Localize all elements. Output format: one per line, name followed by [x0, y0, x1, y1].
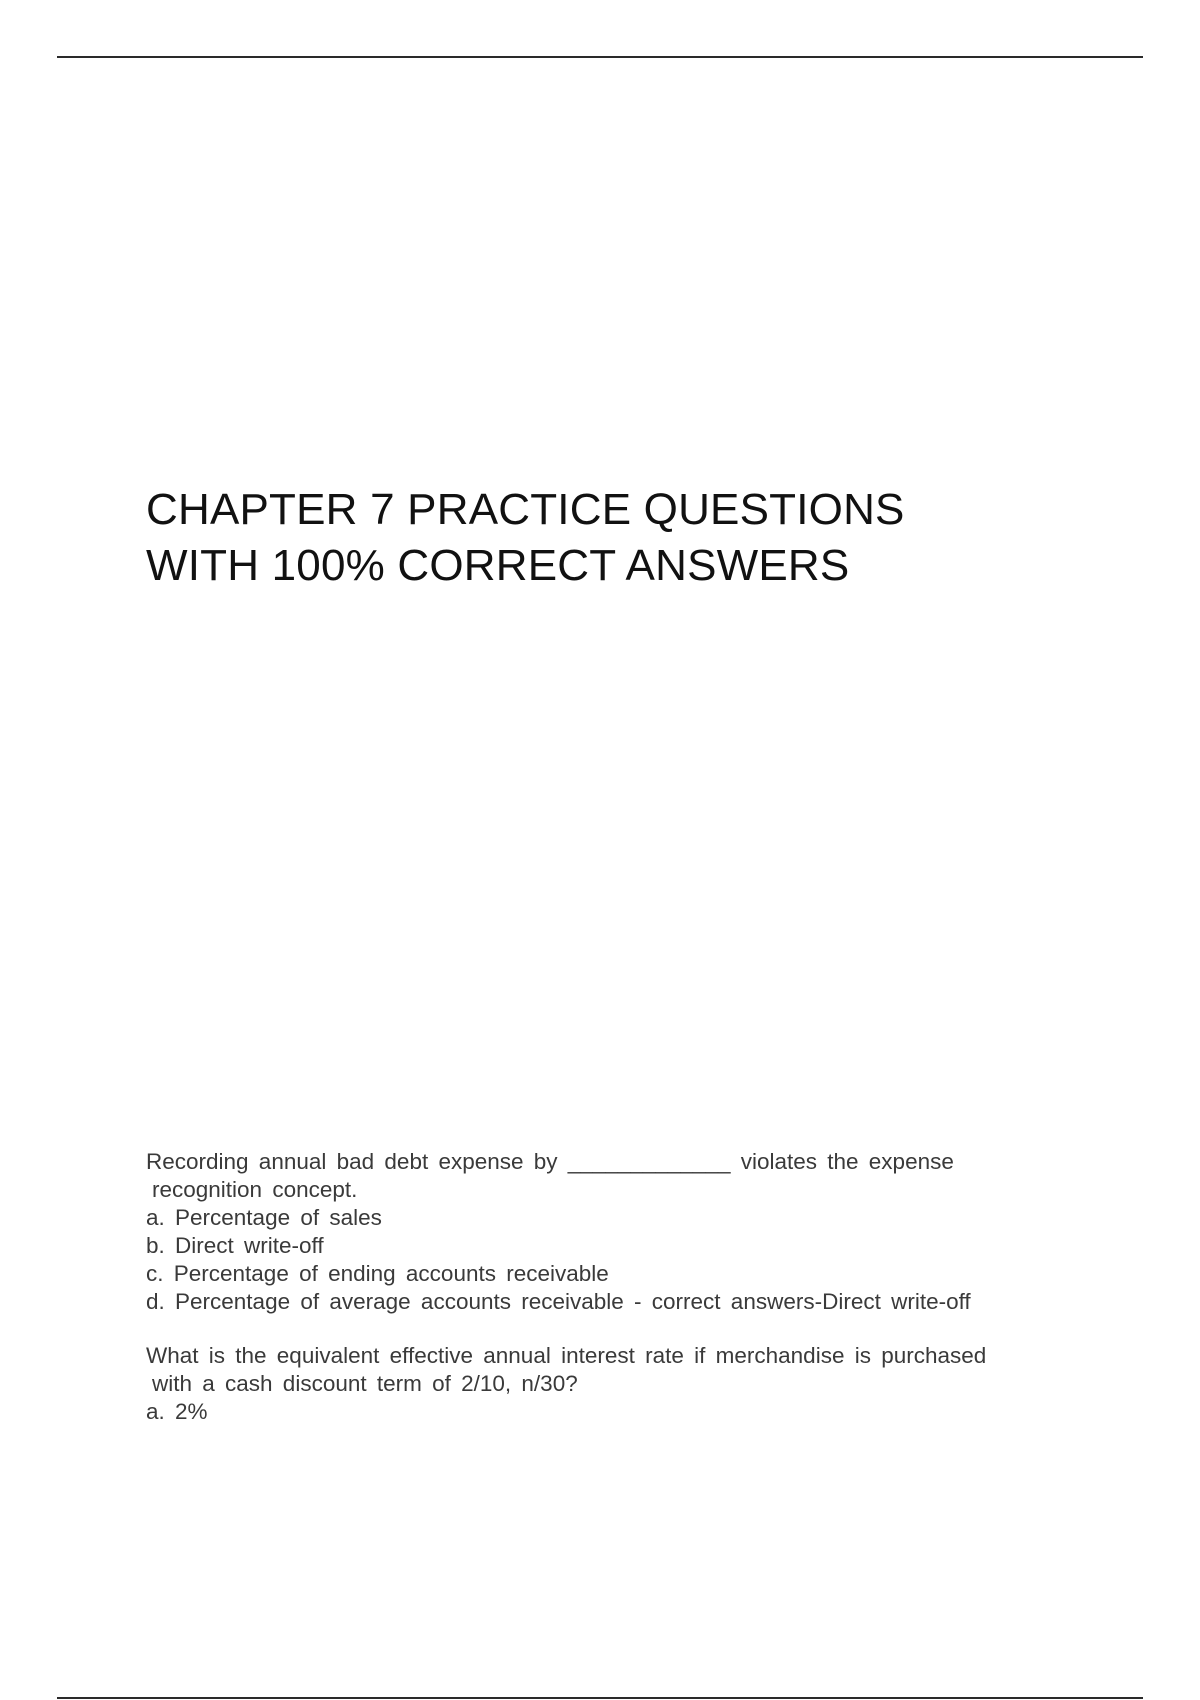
question-1	[146, 1148, 1066, 1316]
question-2-text-line-2: with a cash discount term of 2/10, n/30?	[152, 1371, 578, 1396]
bottom-rule	[57, 1697, 1143, 1699]
question-1-text-line-2: recognition concept.	[152, 1177, 358, 1202]
question-2-option-a: a. 2%	[146, 1399, 208, 1424]
title-line-1: CHAPTER 7 PRACTICE QUESTIONS	[146, 485, 905, 534]
question-spacer	[146, 1316, 1066, 1342]
question-2-text-line-1: What is the equivalent effective annual interest rate if merchandise is purchased	[146, 1343, 987, 1368]
question-1-option-d: d. Percentage of average accounts receivable - correct answers-Direct write-off	[146, 1289, 971, 1314]
question-1-text-line-1: Recording annual bad debt expense by _____________ violates the expense	[146, 1149, 954, 1174]
top-rule	[57, 56, 1143, 58]
title-line-2: WITH 100% CORRECT ANSWERS	[146, 541, 850, 590]
question-2	[146, 1342, 1066, 1426]
document-title	[146, 482, 1146, 594]
questions-section	[146, 1148, 1066, 1426]
question-1-option-a: a. Percentage of sales	[146, 1205, 382, 1230]
question-1-option-b: b. Direct write-off	[146, 1233, 324, 1258]
question-1-option-c: c. Percentage of ending accounts receivable	[146, 1261, 609, 1286]
